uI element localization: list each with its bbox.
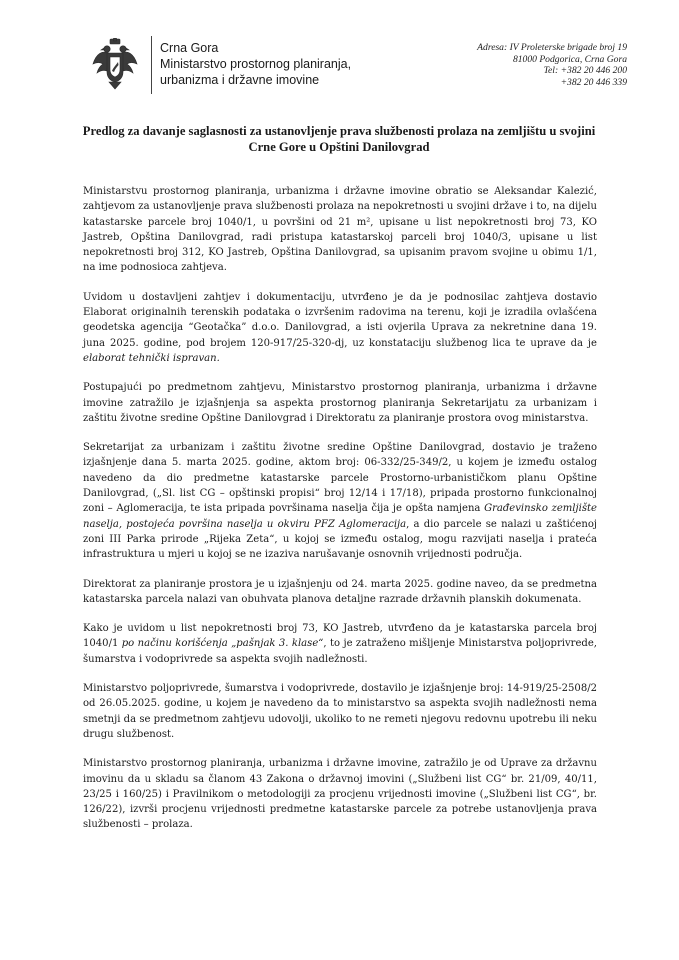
paragraph-3: Postupajući po predmetnom zahtjevu, Ministarstvo prostornog planiranja, urbanizma i državne imovine zatražilo je izjašnjenja sa aspekta prostornog planiranja Sekretarijatu za urbanizam i zaštitu životne sredine Opštine Danilovgrad i Direktoratu za planiranje prostora ovog ministarstva. (83, 382, 597, 424)
paragraph-6-text-a: Kako je uvidom u list nepokretnosti broj 73, KO Jastreb, utvrđeno da je katastarska parcela broj 1040/1 (83, 623, 597, 650)
address-line-2: 81000 Podgorica, Crna Gora (512, 53, 627, 65)
address-line-1: Adresa: IV Proleterske brigade broj 19 (477, 42, 627, 53)
paragraph-1: Ministarstvu prostornog planiranja, urbanizma i državne imovine obratio se Aleksandar Kalezić, zahtjevom za ustanovljenje prava službenosti prolaza na nepokretnosti u svojini države i to, na dijelu katastarske parcele broj 1040/1, u površini od 21 m², upisane u list nepokretnosti broj 73, KO Jastreb, Opština Danilovgrad, radi pristupa katastarskoj parceli broj 1040/3, upisane u list nepokretnosti broj 312, KO Jastreb, Opština Danilovgrad, sa upisanim pravom svojine u obimu 1/1, na ime podnosioca zahtjeva. (83, 186, 597, 274)
paragraph-4-italic: Građevinsko zemljište naselja, postojeća površina naselja u okviru PFZ Aglomeracija (83, 503, 597, 530)
paragraph-6 (83, 621, 597, 667)
paragraph-5: Direktorat za planiranje prostora je u izjašnjenju od 24. marta 2025. godine naveo, da se predmetna katastarska parcela nalazi van obuhvata planova detaljne razrade državnih planskih dokumenata. (83, 578, 597, 605)
paragraph-6-italic: po načinu korišćenja „pašnjak 3. klase“ (121, 638, 324, 650)
phone-line-1: Tel: +382 20 446 200 (543, 65, 627, 77)
institution-line-1: Crna Gora (160, 41, 219, 55)
document-body (83, 184, 597, 847)
header-divider (151, 36, 152, 94)
institution-line-2: Ministarstvo prostornog planiranja, (160, 57, 352, 71)
paragraph-2 (83, 290, 597, 366)
paragraph-2-italic: elaborat tehnički ispravan. (83, 352, 220, 364)
paragraph-4-text-b: , a dio parcele se nalazi u zaštićenoj zoni III Parka prirode „Rijeka Zeta“, u kojoj se između ostalog, mogu razvijati naselja i prateća infrastruktura u mjeri u kojoj se ne izaziva narušavanje osnovnih vrijednosti područja. (83, 518, 597, 561)
paragraph-4 (83, 440, 597, 562)
paragraph-2-text: Uvidom u dostavljeni zahtjev i dokumentaciju, utvrđeno je da je podnosilac zahtjeva dostavio Elaborat originalnih terenskih podataka o izvršenim radovima na terenu, koji je izradila ovlašćena geodetska agencija “Geotačka” d.o.o. Danilovgrad, a isti ovjerila Uprava za nekretnine dana 19. juna 2025. godine, pod brojem 120-917/25-320-dj, uz konstataciju službenog lica te uprave da je (83, 291, 597, 349)
paragraph-8: Ministarstvo prostornog planiranja, urbanizma i državne imovine, zatražilo je od Uprave za državnu imovinu da u skladu sa članom 43 Zakona o državnoj imovini („Službeni list CG“ br. 21/09, 40/11, 23/25 i 160/25) i Pravilnikom o metodologiji za procjenu vrijednosti imovine („Službeni list CG“, br. 126/22), izvrši procjenu vrijednosti predmetne katastarske parcele za potrebe ustanovljenja prava službenosti – prolaza. (83, 758, 597, 831)
paragraph-7: Ministarstvo poljoprivrede, šumarstva i vodoprivrede, dostavilo je izjašnjenje broj: 14-919/25-2508/2 od 26.05.2025. godine, u kojem je navedeno da to ministarstvo sa aspekta svojih nadležnosti nema smetnji da se predmetnom zahtjevu udovolji, ukoliko to ne remeti njegovu redovnu upotrebu ili neku drugu službenost. (83, 683, 597, 740)
paragraph-4-text-a: Sekretarijat za urbanizam i zaštitu životne sredine Opštine Danilovgrad, dostavio je traženo izjašnjenje dana 5. marta 2025. godine, aktom broj: 06-332/25-349/2, u kojem je između ostalog navedeno da dio predmetne katastarske parcele Prostorno-urbanističkom planu Opštine Danilovgrad, („Sl. list CG – opštinski propisi“ broj 12/14 i 17/18), pripada prostorno funkcionalnoj zoni – Aglomeracija, te ista pripada površinama naselja čija je opšta namjena (83, 442, 597, 515)
institution-line-3: urbanizma i državne imovine (160, 73, 320, 87)
phone-line-2: +382 20 446 339 (560, 76, 627, 88)
contact-address (477, 42, 627, 88)
institution-name (160, 40, 351, 88)
paragraph-6-text-b: , to je zatraženo mišljenje Ministarstva poljoprivrede, šumarstva i vodoprivrede sa aspekta svojih nadležnosti. (83, 638, 597, 665)
document-title: Predlog za davanje saglasnosti za ustanovljenje prava službenosti prolaza na zemljištu u svojini Crne Gore u Opštini Danilovgrad (82, 124, 596, 154)
coat-of-arms-icon (92, 38, 138, 90)
